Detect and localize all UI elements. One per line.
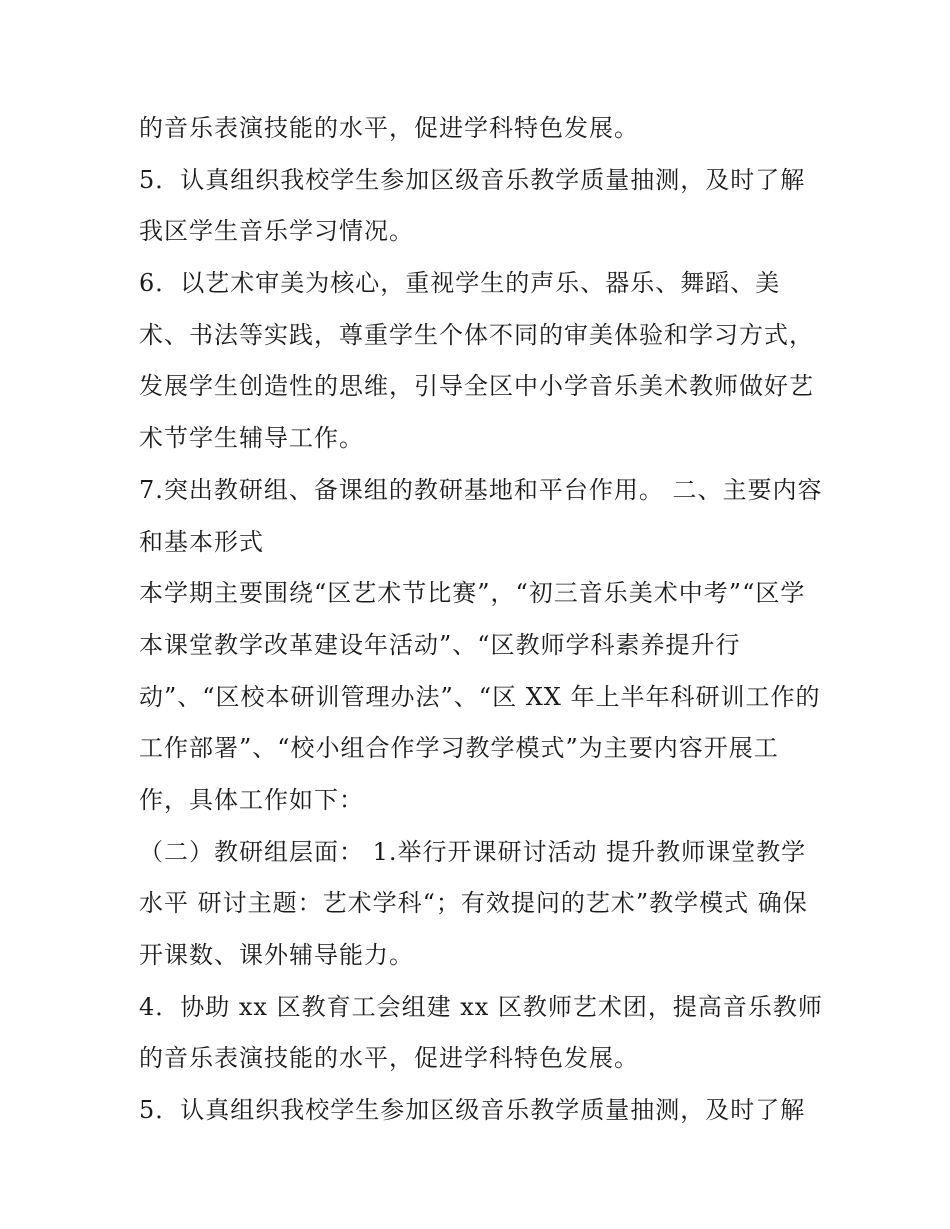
text-line: 6．以艺术审美为核心，重视学生的声乐、器乐、舞蹈、美 xyxy=(139,269,781,298)
text-line: 4．协助 xx 区教育工会组建 xx 区教师艺术团，提高音乐教师 xyxy=(139,992,823,1021)
text-line: 本课堂教学改革建设年活动”、“区教师学科素养提升行 xyxy=(139,630,741,659)
text-line: 发展学生创造性的思维，引导全区中小学音乐美术教师做好艺 xyxy=(139,372,814,401)
text-line: 5．认真组织我校学生参加区级音乐教学质量抽测，及时了解 xyxy=(139,1096,806,1125)
text-line: 术节学生辅导工作。 xyxy=(139,424,364,453)
text-line: 我区学生音乐学习情况。 xyxy=(139,217,414,246)
text-line: 开课数、课外辅导能力。 xyxy=(139,941,414,969)
text-line: 本学期主要围绕“区艺术节比赛”，“初三音乐美术中考”“区学 xyxy=(139,579,806,608)
text-line: 水平 研讨主题：艺术学科“；有效提问的艺术”教学模式 确保 xyxy=(139,889,808,918)
document-body xyxy=(139,103,823,1137)
text-line: （二）教研组层面： 1.举行开课研讨活动 提升教师课堂教学 xyxy=(139,837,807,866)
text-line: 术、书法等实践，尊重学生个体不同的审美体验和学习方式， xyxy=(139,320,814,349)
text-line: 的音乐表演技能的水平，促进学科特色发展。 xyxy=(139,1044,639,1073)
text-line: 7.突出教研组、备课组的教研基地和平台作用。 二、主要内容 xyxy=(139,475,823,504)
text-line: 的音乐表演技能的水平，促进学科特色发展。 xyxy=(139,114,639,142)
text-line: 5．认真组织我校学生参加区级音乐教学质量抽测，及时了解 xyxy=(139,165,806,194)
text-line: 工作部署”、“校小组合作学习教学模式”为主要内容开展工 xyxy=(139,734,779,763)
text-line: 动”、“区校本研训管理办法”、“区 XX 年上半年科研训工作的 xyxy=(139,682,821,711)
text-line: 作，具体工作如下： xyxy=(139,785,364,814)
text-line: 和基本形式 xyxy=(139,527,264,556)
